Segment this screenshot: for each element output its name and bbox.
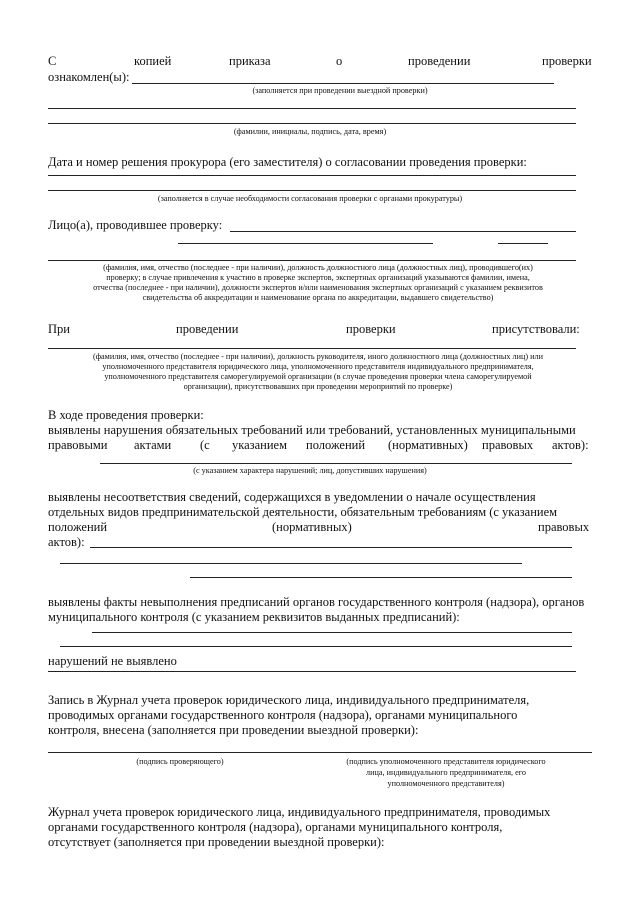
fill-line[interactable] [60, 646, 572, 647]
fill-line[interactable] [498, 243, 548, 244]
text-word: положений [48, 520, 108, 534]
journal-absent-text: органами государственного контроля (надзора), органами муниципального контроля, [48, 820, 503, 834]
fill-line[interactable] [48, 348, 576, 349]
caption: уполномоченного представителя юридического лица, уполномоченного представителя индивидуального предпринимателя, [102, 362, 534, 371]
fill-line[interactable] [190, 577, 572, 578]
fill-line[interactable] [48, 108, 576, 109]
signature-line[interactable] [48, 752, 592, 753]
journal-absent-text: отсутствует (заполняется при проведении выездной проверки): [48, 835, 385, 849]
orders-not-fulfilled-text: выявлены факты невыполнения предписаний органов государственного контроля (надзора), органов [48, 595, 585, 609]
inspector-label: Лицо(а), проводившее проверку: [48, 218, 223, 232]
text-word: С [48, 54, 57, 68]
journal-entry-text: проводимых органами государственного контроля (надзора), органами муниципального [48, 708, 518, 722]
fill-line[interactable] [92, 632, 572, 633]
text-word: проведении [408, 54, 471, 68]
fill-line[interactable] [48, 175, 576, 176]
journal-entry-text: контроля, внесена (заполняется при проведении выездной проверки): [48, 723, 419, 737]
text-word: проведении [176, 322, 239, 336]
fill-line[interactable] [100, 463, 572, 464]
text-word: правовыми [48, 438, 108, 452]
violations-text: выявлены нарушения обязательных требований или требований, установленных муниципальными [48, 423, 576, 437]
text-word: присутствовали: [492, 322, 580, 336]
caption: (заполняется в случае необходимости согласования проверки с органами прокуратуры) [157, 194, 463, 203]
text-word: приказа [229, 54, 271, 68]
inspection-results-heading: В ходе проведения проверки: [48, 408, 204, 422]
representative-signature-caption: уполномоченного представителя) [387, 779, 505, 788]
caption: (заполняется при проведении выездной проверки) [252, 86, 428, 95]
fill-line[interactable] [48, 190, 576, 191]
caption: уполномоченного представителя саморегулируемой организации (в случае проведения проверки члена саморегулируемой [104, 372, 532, 381]
text-word: проверки [346, 322, 396, 336]
fill-line[interactable] [230, 231, 576, 232]
caption: свидетельства об аккредитации и наименование органа по аккредитации, выдавшего свидетельство) [142, 293, 494, 302]
caption: отчества (последнее - при наличии), должности экспертов и/или наименования экспертных организаций с указанием реквизитов [93, 283, 543, 292]
caption: организации), присутствовавших при проведении мероприятий по проверке) [183, 382, 453, 391]
text-word: актов): [552, 438, 589, 452]
text-word: положений [306, 438, 366, 452]
fill-line[interactable] [48, 260, 576, 261]
caption: проверку; в случае привлечения к участию в проверке экспертов, экспертных организаций указываются фамилии, имена, [106, 273, 530, 282]
discrepancies-text: выявлены несоответствия сведений, содержащихся в уведомлении о начале осуществления [48, 490, 536, 504]
caption: (фамилия, имя, отчество (последнее - при наличии), должность должностного лица (должностных лиц), проводившего(их) [103, 263, 533, 272]
discrepancies-text: отдельных видов предпринимательской деятельности, обязательным требованиям (с указанием [48, 505, 558, 519]
fill-line[interactable] [48, 671, 576, 672]
text-word: актами [134, 438, 172, 452]
discrepancies-text: актов): [48, 535, 85, 549]
representative-signature-caption: (подпись уполномоченного представителя юридического [346, 757, 546, 766]
caption: (фамилии, инициалы, подпись, дата, время) [233, 127, 387, 136]
text-word: (с [200, 438, 210, 452]
text-word: о [336, 54, 343, 68]
text-word: правовых [482, 438, 534, 452]
text-word: указанием [232, 438, 288, 452]
acquainted-label: ознакомлен(ы): [48, 70, 130, 84]
text-word: правовых [538, 520, 590, 534]
fill-line[interactable] [90, 547, 572, 548]
journal-entry-text: Запись в Журнал учета проверок юридического лица, индивидуального предпринимателя, [48, 693, 530, 707]
prosecutor-decision-label: Дата и номер решения прокурора (его заместителя) о согласовании проведения проверки: [48, 155, 527, 169]
text-word: (нормативных) [388, 438, 468, 452]
caption: (с указанием характера нарушений; лиц, допустивших нарушения) [193, 466, 427, 475]
no-violations-text: нарушений не выявлено [48, 654, 177, 668]
text-word: (нормативных) [272, 520, 352, 534]
text-word: При [48, 322, 70, 336]
journal-absent-text: Журнал учета проверок юридического лица, индивидуального предпринимателя, проводимых [48, 805, 551, 819]
fill-line[interactable] [48, 123, 576, 124]
caption: (фамилия, имя, отчество (последнее - при наличии), должность руководителя, иного должностного лица (должностных лиц) или [92, 352, 544, 361]
text-word: копией [134, 54, 172, 68]
fill-line[interactable] [132, 83, 554, 84]
representative-signature-caption: лица, индивидуального предпринимателя, его [366, 768, 526, 777]
fill-line[interactable] [60, 563, 522, 564]
fill-line[interactable] [178, 243, 433, 244]
text-word: проверки [542, 54, 592, 68]
orders-not-fulfilled-text: муниципального контроля (с указанием реквизитов выданных предписаний): [48, 610, 460, 624]
inspector-signature-caption: (подпись проверяющего) [136, 757, 224, 766]
